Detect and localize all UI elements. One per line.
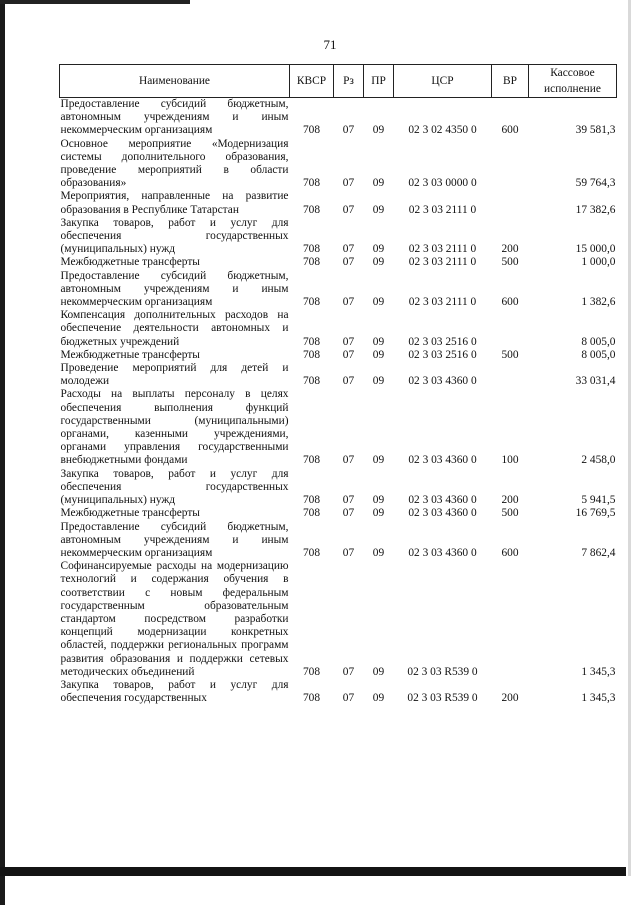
row-rz: 07 bbox=[342, 507, 355, 520]
row-csr: 02 3 03 0000 0 bbox=[408, 177, 477, 190]
row-rz: 07 bbox=[342, 546, 355, 559]
table-row bbox=[60, 560, 617, 679]
table-row bbox=[60, 309, 617, 349]
row-name: Основное мероприятие «Модернизация системы дополнительного образования, проведение мероприятий в области образования» bbox=[60, 137, 289, 190]
row-kvsr: 708 bbox=[302, 256, 321, 269]
row-kvsr: 708 bbox=[302, 124, 321, 137]
row-pr: 09 bbox=[372, 692, 385, 705]
row-kvsr: 708 bbox=[302, 692, 321, 705]
row-vr bbox=[492, 190, 529, 216]
row-vr bbox=[492, 138, 529, 191]
row-kvsr: 708 bbox=[302, 203, 321, 216]
row-pr: 09 bbox=[372, 177, 385, 190]
row-amount: 2 458,0 bbox=[581, 454, 616, 467]
table-header-row bbox=[60, 65, 617, 98]
row-csr: 02 3 03 2111 0 bbox=[408, 203, 477, 216]
row-name: Межбюджетные трансферты bbox=[60, 348, 200, 361]
row-pr: 09 bbox=[372, 203, 385, 216]
row-amount: 7 862,4 bbox=[581, 546, 616, 559]
row-amount: 15 000,0 bbox=[575, 243, 616, 256]
row-name: Предоставление субсидий бюджетным, автономным учреждениям и иным некоммерческим организациям bbox=[60, 98, 289, 137]
row-name: Расходы на выплаты персоналу в целях обеспечения выполнения функций государственными (муниципальными) органами, казенными учреждениями, органами управления государственными внебюджетными фондами bbox=[60, 388, 289, 467]
row-pr: 09 bbox=[372, 665, 385, 678]
row-vr: 600 bbox=[501, 124, 519, 137]
scan-edge-right bbox=[628, 0, 631, 876]
row-vr: 600 bbox=[501, 296, 519, 309]
page-number: 71 bbox=[323, 37, 337, 52]
row-name: Проведение мероприятий для детей и молодежи bbox=[60, 362, 289, 388]
table-row bbox=[60, 349, 617, 362]
row-name: Предоставление субсидий бюджетным, автономным учреждениям и иным некоммерческим организациям bbox=[60, 520, 289, 559]
row-amount: 1 345,3 bbox=[581, 665, 616, 678]
row-csr: 02 3 03 4360 0 bbox=[408, 454, 477, 467]
row-amount: 5 941,5 bbox=[581, 494, 616, 507]
table-row bbox=[60, 468, 617, 508]
row-rz: 07 bbox=[342, 243, 355, 256]
row-rz: 07 bbox=[342, 256, 355, 269]
row-name: Предоставление субсидий бюджетным, автономным учреждениям и иным некоммерческим организациям bbox=[60, 269, 289, 309]
row-kvsr: 708 bbox=[302, 454, 321, 467]
row-name: Софинансируемые расходы на модернизацию технологий и содержания обучения в соответствии с новым федеральным государственным образовательным стандартом посредством разработки концепций модернизации конкретных областей, поддержки региональных программ развития образования и поддержки сетевых методических объединений bbox=[60, 560, 289, 678]
row-rz: 07 bbox=[342, 335, 355, 348]
row-kvsr: 708 bbox=[302, 296, 321, 309]
table-row bbox=[60, 362, 617, 388]
row-kvsr: 708 bbox=[302, 546, 321, 559]
row-vr bbox=[492, 362, 529, 388]
row-csr: 02 3 03 2111 0 bbox=[408, 296, 477, 309]
row-vr: 200 bbox=[501, 243, 519, 256]
table-row bbox=[60, 507, 617, 520]
header-kvsr: КВСР bbox=[290, 65, 334, 98]
budget-table bbox=[59, 64, 617, 705]
row-kvsr: 708 bbox=[302, 348, 321, 361]
row-pr: 09 bbox=[372, 507, 385, 520]
row-amount: 33 031,4 bbox=[575, 375, 616, 388]
row-pr: 09 bbox=[372, 296, 385, 309]
row-csr: 02 3 03 2111 0 bbox=[408, 256, 477, 269]
row-amount: 1 345,3 bbox=[581, 692, 616, 705]
row-pr: 09 bbox=[372, 256, 385, 269]
row-rz: 07 bbox=[342, 348, 355, 361]
row-name: Межбюджетные трансферты bbox=[60, 507, 200, 520]
row-name: Закупка товаров, работ и услуг для обеспечения государственных bbox=[60, 678, 289, 705]
row-pr: 09 bbox=[372, 335, 385, 348]
row-amount: 59 764,3 bbox=[575, 177, 616, 190]
row-rz: 07 bbox=[342, 692, 355, 705]
row-rz: 07 bbox=[342, 665, 355, 678]
table-row bbox=[60, 270, 617, 310]
row-pr: 09 bbox=[372, 546, 385, 559]
row-name: Межбюджетные трансферты bbox=[60, 256, 200, 269]
row-kvsr: 708 bbox=[302, 177, 321, 190]
table-row bbox=[60, 138, 617, 191]
table-row bbox=[60, 679, 617, 705]
table-row bbox=[60, 98, 617, 138]
row-vr: 200 bbox=[501, 692, 519, 705]
row-vr bbox=[492, 309, 529, 349]
header-vr: ВР bbox=[492, 65, 529, 98]
row-pr: 09 bbox=[372, 348, 385, 361]
row-kvsr: 708 bbox=[302, 665, 321, 678]
row-amount: 39 581,3 bbox=[575, 124, 616, 137]
row-rz: 07 bbox=[342, 296, 355, 309]
row-rz: 07 bbox=[342, 454, 355, 467]
row-csr: 02 3 03 2516 0 bbox=[408, 335, 477, 348]
header-name: Наименование bbox=[60, 65, 290, 98]
row-amount: 8 005,0 bbox=[581, 348, 616, 361]
table-row bbox=[60, 256, 617, 269]
scan-edge-left bbox=[0, 0, 5, 905]
row-vr: 500 bbox=[501, 507, 519, 520]
row-amount: 1 000,0 bbox=[581, 256, 616, 269]
row-pr: 09 bbox=[372, 375, 385, 388]
scan-edge-bottom bbox=[0, 867, 626, 876]
row-vr: 100 bbox=[501, 454, 519, 467]
table-row bbox=[60, 217, 617, 257]
table-row bbox=[60, 190, 617, 216]
row-kvsr: 708 bbox=[302, 243, 321, 256]
row-vr bbox=[492, 560, 529, 679]
row-csr: 02 3 03 4360 0 bbox=[408, 507, 477, 520]
row-vr: 600 bbox=[501, 546, 519, 559]
header-amount: Кассовое исполнение bbox=[529, 65, 617, 98]
row-rz: 07 bbox=[342, 177, 355, 190]
row-name: Компенсация дополнительных расходов на обеспечение деятельности автономных и бюджетных учреждений bbox=[60, 309, 289, 348]
row-kvsr: 708 bbox=[302, 507, 321, 520]
row-name: Закупка товаров, работ и услуг для обеспечения государственных (муниципальных) нужд bbox=[60, 467, 289, 507]
row-amount: 8 005,0 bbox=[581, 335, 616, 348]
row-amount: 17 382,6 bbox=[575, 203, 616, 216]
scan-edge-top bbox=[0, 0, 190, 4]
row-amount: 1 382,6 bbox=[581, 296, 616, 309]
row-csr: 02 3 03 R539 0 bbox=[407, 665, 478, 678]
row-rz: 07 bbox=[342, 494, 355, 507]
row-csr: 02 3 03 R539 0 bbox=[407, 692, 478, 705]
row-amount: 16 769,5 bbox=[575, 507, 616, 520]
header-rz: Рз bbox=[334, 65, 364, 98]
header-csr: ЦСР bbox=[394, 65, 492, 98]
row-csr: 02 3 03 4360 0 bbox=[408, 375, 477, 388]
table-row bbox=[60, 521, 617, 561]
row-name: Мероприятия, направленные на развитие образования в Республике Татарстан bbox=[60, 190, 289, 216]
row-vr: 200 bbox=[501, 494, 519, 507]
row-kvsr: 708 bbox=[302, 375, 321, 388]
row-csr: 02 3 03 2516 0 bbox=[408, 348, 477, 361]
row-pr: 09 bbox=[372, 243, 385, 256]
row-csr: 02 3 02 4350 0 bbox=[408, 124, 477, 137]
row-csr: 02 3 03 4360 0 bbox=[408, 546, 477, 559]
row-csr: 02 3 03 4360 0 bbox=[408, 494, 477, 507]
row-name: Закупка товаров, работ и услуг для обеспечения государственных (муниципальных) нужд bbox=[60, 216, 289, 256]
row-pr: 09 bbox=[372, 454, 385, 467]
row-rz: 07 bbox=[342, 375, 355, 388]
row-csr: 02 3 03 2111 0 bbox=[408, 243, 477, 256]
row-kvsr: 708 bbox=[302, 494, 321, 507]
row-vr: 500 bbox=[501, 348, 519, 361]
row-rz: 07 bbox=[342, 203, 355, 216]
row-kvsr: 708 bbox=[302, 335, 321, 348]
header-pr: ПР bbox=[364, 65, 394, 98]
table-row bbox=[60, 388, 617, 467]
row-pr: 09 bbox=[372, 494, 385, 507]
row-rz: 07 bbox=[342, 124, 355, 137]
row-pr: 09 bbox=[372, 124, 385, 137]
row-vr: 500 bbox=[501, 256, 519, 269]
